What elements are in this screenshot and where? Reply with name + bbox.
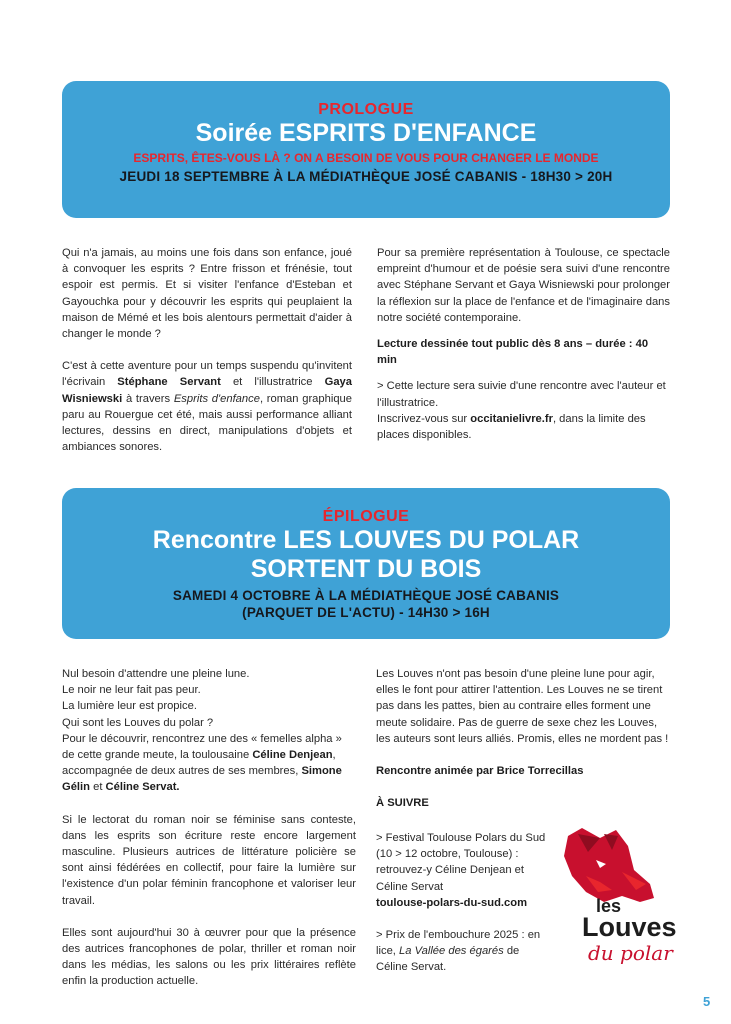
epilogue-kicker: ÉPILOGUE <box>322 508 410 525</box>
epilogue-date-line-2: (PARQUET DE L'ACTU) - 14H30 > 16H <box>242 605 490 620</box>
author-name: Stéphane Servant <box>117 376 221 389</box>
festival-link[interactable]: toulouse-polars-du-sud.com <box>376 896 528 909</box>
prologue-paragraph-3: Pour sa première représentation à Toulouse, ce spectacle empreint d'humour et de poésie sera suivi d'une rencontre avec Stéphane Servant et Gaya Wisniewski pour prolonger la réflexion sur la place de l'enfance et de l'imaginaire dans notre société contemporaine. <box>377 247 670 324</box>
epilogue-moderator: Rencontre animée par Brice Torrecillas <box>376 765 584 778</box>
prologue-reading-info: Lecture dessinée tout public dès 8 ans – durée : 40 min <box>377 338 649 367</box>
epilogue-paragraph-3: Elles sont aujourd'hui 30 à œuvrer pour que la présence des autrices francophones de polar, thriller et roman noir dans les médias, les salons ou les prix littéraires reflète enfin la production actuelle. <box>62 926 356 988</box>
logo-les: les <box>596 896 622 916</box>
author-celine-servat: Céline Servat. <box>105 781 180 794</box>
epilogue-line-1: Nul besoin d'attendre une pleine lune. <box>62 668 250 680</box>
epilogue-paragraph-2: Si le lectorat du roman noir se féminise sans conteste, dans les esprits son écriture reste encore largement masculine. Plusieurs autrices de littérature policière se sont ainsi fédérées en collectif, pour faire la lumière sur l'existence d'un polar féminin francophone et valoriser leur travail. <box>62 813 356 907</box>
prologue-date: JEUDI 18 SEPTEMBRE À LA MÉDIATHÈQUE JOSÉ CABANIS - 18H30 > 20H <box>119 169 613 184</box>
epilogue-line-4: Qui sont les Louves du polar ? <box>62 716 214 729</box>
book-title: Esprits d'enfance <box>173 392 260 405</box>
prologue-paragraph-1: Qui n'a jamais, au moins une fois dans son enfance, joué à convoquer les esprits ? Entre frisson et frénésie, tout espoir est permis. Et si visiter l'enfance d'Esteban et Gayouchka pour y découvrir les esprits qui peuplaient la maison de Mémé et les bois alentours permettait d'aider à changer le monde ? <box>62 247 352 341</box>
logo-du-polar: du polar <box>588 941 673 965</box>
epilogue-banner <box>62 488 670 639</box>
epilogue-column-right <box>376 666 670 811</box>
registration-link[interactable]: occitanielivre.fr <box>470 412 553 425</box>
epilogue-title-line-1: Rencontre LES LOUVES DU POLAR <box>152 526 580 554</box>
prologue-column-left <box>62 245 352 455</box>
prologue-title: Soirée ESPRITS D'ENFANCE <box>195 119 537 147</box>
epilogue-next-list <box>376 830 554 976</box>
epilogue-date-line-1: SAMEDI 4 OCTOBRE À LA MÉDIATHÈQUE JOSÉ CABANIS <box>172 588 560 603</box>
epilogue-next-heading: À SUIVRE <box>376 797 429 810</box>
festival-info: > Festival Toulouse Polars du Sud (10 > 12 octobre, Toulouse) : retrouvez-y Céline Denjean et Céline Servat <box>376 832 546 893</box>
epilogue-paragraph-1: Pour le découvrir, rencontrez une des « femelles alpha » de cette grande meute, la toulousaine Céline Denjean, accompagnée de deux autres de ses membres, Simone Gélin et Céline Servat. <box>62 732 342 794</box>
prologue-followup: > Cette lecture sera suivie d'une rencontre avec l'auteur et l'illustratrice. <box>377 380 666 409</box>
epilogue-line-3: La lumière leur est propice. <box>62 700 197 713</box>
prologue-kicker: PROLOGUE <box>318 101 414 118</box>
prize-info: > Prix de l'embouchure 2025 : en lice, La Vallée des égarés de Céline Servat. <box>376 929 541 974</box>
prize-book-title: La Vallée des égarés <box>399 945 504 958</box>
epilogue-paragraph-4: Les Louves n'ont pas besoin d'une pleine lune pour agir, elles le font pour attirer l'attention. Les Louves ne se tirent pas dans les pattes, bien au contraire elles forment une meute solidaire. Pas de guerre de sexe chez les Louves, les auteurs sont leurs alliés. Promis, elles ne mordent pas ! <box>376 668 669 745</box>
prologue-registration: Inscrivez-vous sur occitanielivre.fr, dans la limite des places disponibles. <box>377 412 646 442</box>
epilogue-line-2: Le noir ne leur fait pas peur. <box>62 684 201 697</box>
prologue-tagline: ESPRITS, ÊTES-VOUS LÀ ? ON A BESOIN DE VOUS POUR CHANGER LE MONDE <box>133 151 599 165</box>
les-louves-du-polar-logo <box>560 826 684 968</box>
prologue-column-right <box>377 245 670 443</box>
author-celine-denjean: Céline Denjean <box>252 749 333 762</box>
epilogue-title-line-2: SORTENT DU BOIS <box>250 555 482 583</box>
page-number: 5 <box>703 994 711 1009</box>
epilogue-column-left <box>62 666 356 990</box>
prologue-paragraph-2: C'est à cette aventure pour un temps suspendu qu'invitent l'écrivain Stéphane Servant et l'illustratrice Gaya Wisniewski à travers Esprits d'enfance, roman graphique paru au Rouergue cet été, mais aussi performance alliant lectures, dessins en direct, manipulations d'objets et ambiances sonores. <box>62 360 352 454</box>
wolf-head-icon <box>564 828 654 902</box>
logo-louves: Louves <box>582 912 677 942</box>
author-simone-gelin: Simone Gélin <box>62 765 342 794</box>
prologue-banner <box>62 81 670 218</box>
illustrator-name: Gaya Wisniewski <box>62 376 352 405</box>
